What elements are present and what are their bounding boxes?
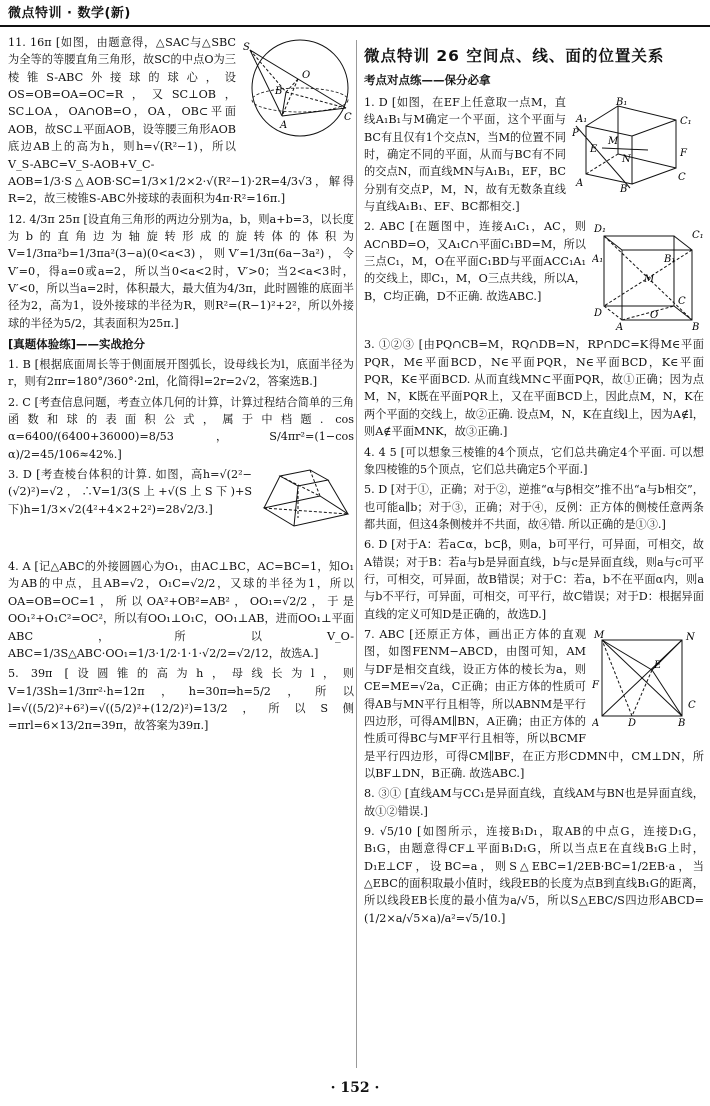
answer-r7: M N F E A B C D 7. ABC [还原正方体，画出正方体的直观图，如图FENM−ABCD，由图可知，AM与DF是相交直线，设正方体的棱长为a，则CE=ME=√2a，C正确；由正方体的性质可得AB与MN平行且相等，所以ABNM是平行四边形，可得AM∥BN，A正确；由正方体的性质可得BC与MF平行且相等，所以BCMF是平行四边形，可得CM∥BF，在正方形CDMN中，CM⊥DN，所以BF⊥DN，B正确. 故选ABC.]: [364, 628, 704, 780]
label-A1: A₁: [576, 113, 588, 125]
label-B1: B₁: [664, 254, 676, 266]
label-A1: A₁: [592, 254, 604, 266]
column-divider: [356, 40, 357, 1068]
section-heading: [真题体验练]——实战抢分: [8, 337, 146, 352]
label-M: M: [594, 630, 605, 642]
label-O: O: [650, 310, 659, 322]
answer-r6: 6. D [对于A：若a⊂α，b⊂β，则a，b可平行，可异面，可相交，故A错误；对于B：若a与b是异面直线，b与c是异面直线，则a与c可平行，可相交，可异面，故B错误；对于C：若a，b不在平面α内，则a与b不平行，可异面，可相交，可平行，故C错误；对于D：根据异面直线的定义可知D是正确的，故选D.]: [364, 538, 704, 621]
label-M: M: [608, 135, 619, 147]
label-A: A: [592, 718, 600, 729]
label-C1: C₁: [680, 115, 692, 127]
page-number: · 152 ·: [330, 1080, 380, 1097]
label-B: B: [678, 718, 686, 729]
answer-r3: 3. ①②③ [由PQ∩CB=M，RQ∩DB=N，RP∩DC=K得M∈平面PQR，M∈平面BCD，N∈平面PQR，N∈平面BCD，K∈平面PQR，K∈平面BCD. 从而直线MN⊂平面PQR，故①正确；因为点M，N，K既在平面PQR上，又在平面BCD上，因此点M，N，K在两个平面的交线上，故②正确. 设点M，N，K在直线l上，因为A∉l，则A∉平面MNK，故③正确.]: [364, 338, 704, 439]
answer-r8: 8. ③① [直线AM与CC₁是异面直线，直线AM与BN也是异面直线，故①②错误.]: [364, 787, 704, 818]
answer-5: 5. 39π [设圆锥的高为h，母线长为l，则V=1/3Sh=1/3πr²·h=12π，h=30π⇒h=5/2，所以l=√((5/2)²+6²)=√((5/2)²+(12/2)²)=13/2，所以S侧=πrl=6×13/2π=39π，故答案为39π.]: [8, 667, 354, 733]
label-N: N: [686, 632, 695, 644]
label-B: B: [620, 183, 628, 194]
label-N: N: [622, 153, 631, 165]
cube2-figure: [592, 628, 704, 728]
answer-11: S O B C A 11. 16π [如图，由题意得，△SAC与△SBC为全等的等腰直角三角形，故SC的中点O为三棱锥S-ABC外接球的球心，设OS=OB=OA=OC=R，又SC⊥OB，SC⊥OA，OA∩OB=O，OA，OB⊂平面AOB，故SC⊥平面AOB，设等腰三角形AOB底边AB上的高为h，则h=√(R²−1)，所以V_S-ABC=V_S-AOB+V_C-AOB=1/3·S△AOB·SC=1/3×1/2×2·√(R²−1)·2R=4/3√3，解得R=2，故三棱锥S-ABC外接球的表面积为4π·R²=16π.]: [8, 36, 354, 206]
label-M: M: [644, 274, 655, 286]
header-rule: [0, 25, 710, 27]
label-P: P: [572, 127, 579, 139]
label-C: C: [678, 296, 686, 308]
sphere-figure: [242, 36, 354, 140]
label-C: C: [678, 171, 686, 183]
label-C: C: [344, 112, 352, 123]
label-S: S: [243, 42, 250, 53]
label-F: F: [680, 147, 687, 159]
answer-r4: 4. 4 5 [可以想象三棱锥的4个顶点，它们总共确定4个平面. 可以想象四棱锥的5个顶点，它们总共确定5个平面.]: [364, 445, 704, 476]
answer-r5: 5. D [对于①，正确；对于②，逆推“α与β相交”推不出“a与b相交”，也可能a∥b；对于③，正确；对于④，反例：正方体的侧棱任意两条都共面，但这4条侧棱并不共面，故④错. 所以正确的是①③.]: [364, 483, 704, 531]
answer-3: 3. D [考查棱台体积的计算. 如图，高h=√(2²−(√2)²)=√2，∴V=1/3(S上+√(S上S下)+S下)h=1/3×√2(4²+4×2+2²)=28√2/3.]: [8, 466, 354, 518]
answer-r9: 9. √5/10 [如图所示，连接B₁D₁，取AB的中点G，连接D₁G，B₁G，由题意得CF⊥平面B₁D₁G，所以当点E在直线B₁G上时，D₁E⊥CF，设BC=a，则S△EBC=1/2EB·BC=1/2EB·a，当△EBC的面积取最小值时，线段EB的长度为点B到直线B₁G的距离，所以线段EB长度的最小值为a/√5，所以S△EBC/S四边形ABCD=(1/2×a/√5×a)/a²=√5/10.]: [364, 825, 704, 925]
section-subtitle: 考点对点练——保分必拿: [364, 73, 491, 88]
label-D: D: [594, 308, 603, 320]
label-B1: B₁: [616, 96, 628, 108]
label-O: O: [302, 70, 311, 81]
label-C1: C₁: [692, 230, 704, 242]
label-E: E: [590, 143, 598, 155]
label-A: A: [280, 120, 288, 131]
label-A: A: [576, 177, 584, 189]
answer-4: 4. A [记△ABC的外接圆圆心为O₁，由AC⊥BC，AC=BC=1，知O₁为AB的中点，且AB=√2，O₁C=√2/2，又球的半径为1，所以OA=OB=OC=1，所以OA²+OB²=AB²，OO₁=√2/2，于是OO₁²+O₁C²=OC²，所以有OO₁⊥O₁C，OO₁⊥AB，进而OO₁⊥平面ABC，所以V_O-ABC=1/3S△ABC·OO₁=1/3·1/2·1·1·√2/2=√2/12，故选A.]: [8, 560, 354, 660]
label-C: C: [688, 700, 696, 712]
frustum-figure: [258, 468, 354, 554]
label-F: F: [592, 680, 599, 692]
label-D: D: [628, 718, 637, 729]
answer-1: 1. B [根据底面周长等于侧面展开图弧长，设母线长为l，底面半径为r，则有2πr=180°/360°·2πl，化简得l=2r=2√2，答案选B.]: [8, 357, 354, 389]
label-B: B: [275, 86, 283, 97]
label-E: E: [654, 660, 662, 672]
label-A: A: [616, 322, 624, 333]
answer-r2: D₁ C₁ A₁ B₁ M D C O A B 2. ABC [在题图中，连接A₁C₁，AC，则AC∩BD=O，又A₁C∩平面C₁BD=M，所以三点C₁，M，O在平面C₁BD与平面ACC₁A₁的交线上，即C₁，M，O三点共线，所以A，B，C均正确，D不正确. 故选ABC.]: [364, 220, 704, 333]
cube-figure: [592, 220, 704, 332]
prism-figure: [572, 96, 704, 194]
page-header: 微点特训 · 数学(新): [8, 6, 131, 21]
answer-2: 2. C [考查信息问题，考查立体几何的计算，计算过程结合简单的三角函数和球的表面积公式，属于中档题. cos α=6400/(6400+36000)=8/53，S/4πr²=(1−cos α)/2=45/106≈42%.]: [8, 395, 354, 461]
answer-r1: B₁ C₁ A₁ E F M N P A B C 1. D [如图，在EF上任意取一点M，直线A₁B₁与M确定一个平面，这个平面与BC有且仅有1个交点N，当M的位置不同时，确定不同的平面，从而与BC有不同的交点N，而直线MN与A₁B₁，EF，BC分别有交点P，M，N，故有无数条直线与直线A₁B₁、EF、BC都相交.]: [364, 94, 704, 216]
section-title: 微点特训 26 空间点、线、面的位置关系: [364, 47, 665, 65]
label-B: B: [692, 322, 700, 333]
left-column: [8, 34, 354, 738]
answer-12: 12. 4/3π 25π [设直角三角形的两边分别为a，b，则a+b=3，以长度为b的直角边为轴旋转形成的旋转体的体积为V=1/3πa²b=1/3πa²(3−a)(0<a<3)，则V′=1/3π(6a−3a²)，令V′=0，得a=0或a=2，所以当0<a<2时，V′>0；当2<a<3时，V′<0，所以当a=2时，体积最大，最大值为4/3π，此时圆锥的底面半径为2，高为1，设外接球的半径为R，则R²=(R−1)²+2²，所以外接球的半径为5/2，其表面积为25π.]: [8, 212, 354, 330]
right-column: [364, 34, 704, 930]
label-D1: D₁: [594, 224, 607, 236]
